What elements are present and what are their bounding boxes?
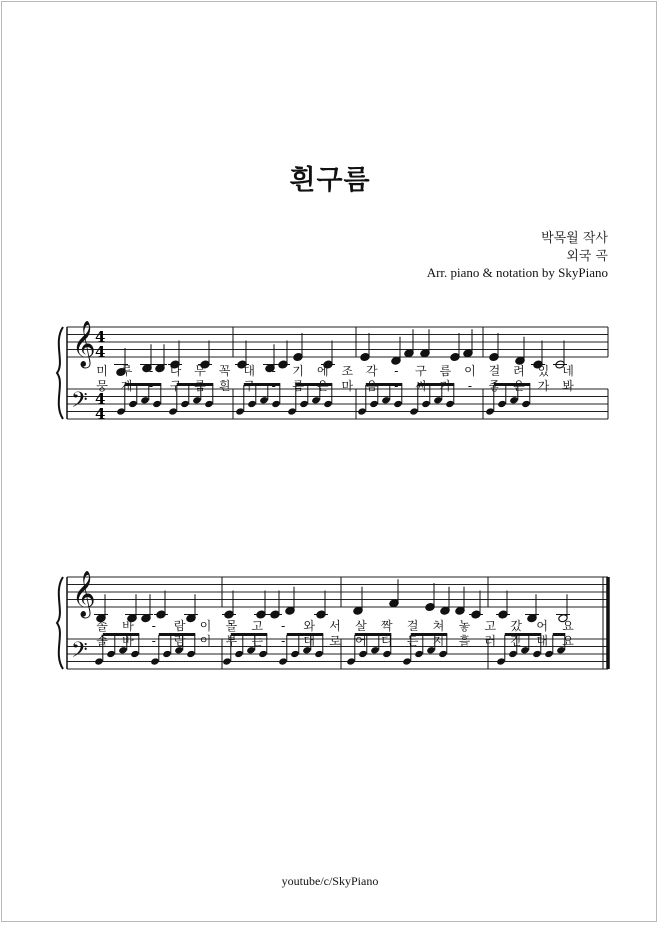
lyric-syllable: 갔 bbox=[510, 619, 523, 633]
lyric-syllable: 이 bbox=[199, 634, 212, 648]
treble-clef-icon: 𝄞 bbox=[72, 571, 96, 617]
lyric-syllable: - bbox=[281, 619, 286, 633]
lyric-syllable: 있 bbox=[537, 364, 550, 378]
lyric-syllable: - bbox=[151, 634, 156, 648]
lyric-syllable: 이 bbox=[199, 619, 212, 633]
song-title: 흰구름 bbox=[289, 165, 371, 196]
lyric-syllable: 꼭 bbox=[218, 364, 231, 378]
lyric-syllable: 어 bbox=[536, 619, 548, 633]
lyric-syllable: 걸 bbox=[488, 364, 501, 378]
lyric-syllable: - bbox=[394, 364, 399, 378]
lyric-syllable: 살 bbox=[355, 619, 367, 633]
lyric-syllable: - bbox=[281, 634, 286, 648]
lyric-syllable: 고 bbox=[484, 619, 497, 633]
time-sig-top: 4 bbox=[95, 390, 106, 408]
lyric-syllable: 대 bbox=[243, 364, 255, 378]
lyric-syllable: 구 bbox=[415, 364, 427, 378]
lyric-syllable: 대 bbox=[303, 634, 315, 648]
lyric-syllable: 음 bbox=[365, 379, 378, 393]
lyric-syllable: 조 bbox=[341, 364, 354, 378]
lyric-syllable: 람 bbox=[173, 634, 186, 648]
arranger-credit: Arr. piano & notation by SkyPiano bbox=[426, 265, 608, 280]
lyric-syllable: - bbox=[148, 364, 154, 378]
lyric-syllable: 나 bbox=[169, 364, 182, 378]
system-2 bbox=[57, 571, 608, 669]
lyric-syllable: 루 bbox=[120, 364, 133, 378]
lyric-syllable: 가 bbox=[537, 379, 550, 393]
lyric-syllable: 뭉 bbox=[96, 379, 108, 393]
lyricist-credit: 박목월 작사 bbox=[541, 231, 608, 246]
lyric-syllable: 름 bbox=[194, 379, 206, 393]
lyric-syllable: 간 bbox=[510, 634, 523, 648]
lyric-syllable: 에 bbox=[316, 364, 329, 378]
lyric-syllable: 미 bbox=[96, 364, 108, 378]
lyric-syllable: 각 bbox=[365, 364, 378, 378]
lyric-syllable: 는 bbox=[251, 634, 264, 648]
lyric-syllable: 와 bbox=[303, 619, 315, 633]
lyric-syllable: 구 bbox=[243, 379, 255, 393]
brace bbox=[57, 327, 63, 419]
brace bbox=[57, 577, 63, 669]
lyric-syllable: 놓 bbox=[458, 619, 471, 633]
lyric-syllable: 씨 bbox=[415, 379, 427, 393]
lyric-syllable: 려 bbox=[513, 364, 525, 378]
lyric-syllable: 솔 bbox=[96, 619, 108, 633]
lyric-syllable: 게 bbox=[120, 379, 133, 393]
lyric-syllable: - bbox=[394, 379, 399, 393]
lyric-syllable: 흰 bbox=[218, 379, 231, 393]
lyric-syllable: 봐 bbox=[562, 379, 574, 393]
lyric-syllable: - bbox=[271, 379, 276, 393]
lyric-syllable: - bbox=[151, 619, 156, 633]
lyric-syllable: 름 bbox=[292, 379, 305, 393]
treble-clef-icon: 𝄞 bbox=[72, 321, 96, 367]
beam bbox=[103, 633, 140, 636]
lyric-syllable: 바 bbox=[122, 634, 134, 648]
lyric-syllable: 러 bbox=[484, 634, 497, 648]
bass-clef-icon: 𝄢 bbox=[71, 638, 88, 668]
lyric-syllable: 구 bbox=[169, 379, 182, 393]
lyric-syllable: 로 bbox=[329, 634, 341, 648]
lyric-syllable: 흘 bbox=[458, 634, 471, 648]
lyric-syllable: - bbox=[467, 379, 473, 393]
lyric-syllable: 무 bbox=[194, 364, 206, 378]
lyric-syllable: 가 bbox=[439, 379, 452, 393]
lyric-syllable: 네 bbox=[562, 364, 574, 378]
lyric-syllable: 고 bbox=[251, 619, 264, 633]
lyric-syllable: 은 bbox=[513, 379, 525, 393]
bass-clef-icon: 𝄢 bbox=[71, 388, 88, 418]
lyric-syllable: 요 bbox=[562, 619, 574, 633]
lyric-syllable: 어 bbox=[355, 634, 367, 648]
lyric-syllable: 디 bbox=[380, 634, 393, 648]
lyric-syllable: 쳐 bbox=[432, 619, 445, 633]
composer-credit: 외국 곡 bbox=[566, 249, 608, 264]
time-sig-bottom: 4 bbox=[95, 405, 106, 423]
time-sig-top: 4 bbox=[95, 328, 106, 346]
lyric-syllable: 은 bbox=[316, 379, 329, 393]
time-sig-bottom: 4 bbox=[95, 343, 106, 361]
lyric-syllable: 지 bbox=[432, 634, 445, 648]
lyric-syllable: 걸 bbox=[406, 619, 419, 633]
lyric-syllable: 대 bbox=[536, 634, 548, 648]
lyric-syllable: 기 bbox=[292, 364, 305, 378]
lyric-syllable: 몰 bbox=[225, 619, 238, 633]
lyric-syllable: 서 bbox=[329, 619, 341, 633]
lyric-syllable: 짝 bbox=[380, 619, 393, 633]
lyric-syllable: 든 bbox=[406, 634, 419, 648]
lyric-syllable: 이 bbox=[464, 364, 476, 378]
lyric-syllable: 름 bbox=[439, 364, 452, 378]
system-1 bbox=[57, 321, 608, 423]
lyric-syllable: 람 bbox=[173, 619, 186, 633]
footer-channel: youtube/c/SkyPiano bbox=[281, 874, 379, 888]
lyric-syllable: - bbox=[271, 364, 276, 378]
lyric-syllable: 마 bbox=[341, 379, 354, 393]
lyric-syllable: 바 bbox=[122, 619, 134, 633]
lyric-syllable: 좋 bbox=[488, 379, 501, 393]
lyric-syllable: 부 bbox=[225, 634, 238, 648]
lyric-syllable: - bbox=[148, 379, 154, 393]
lyric-syllable: 솔 bbox=[96, 634, 108, 648]
lyric-syllable: 요 bbox=[562, 634, 574, 648]
